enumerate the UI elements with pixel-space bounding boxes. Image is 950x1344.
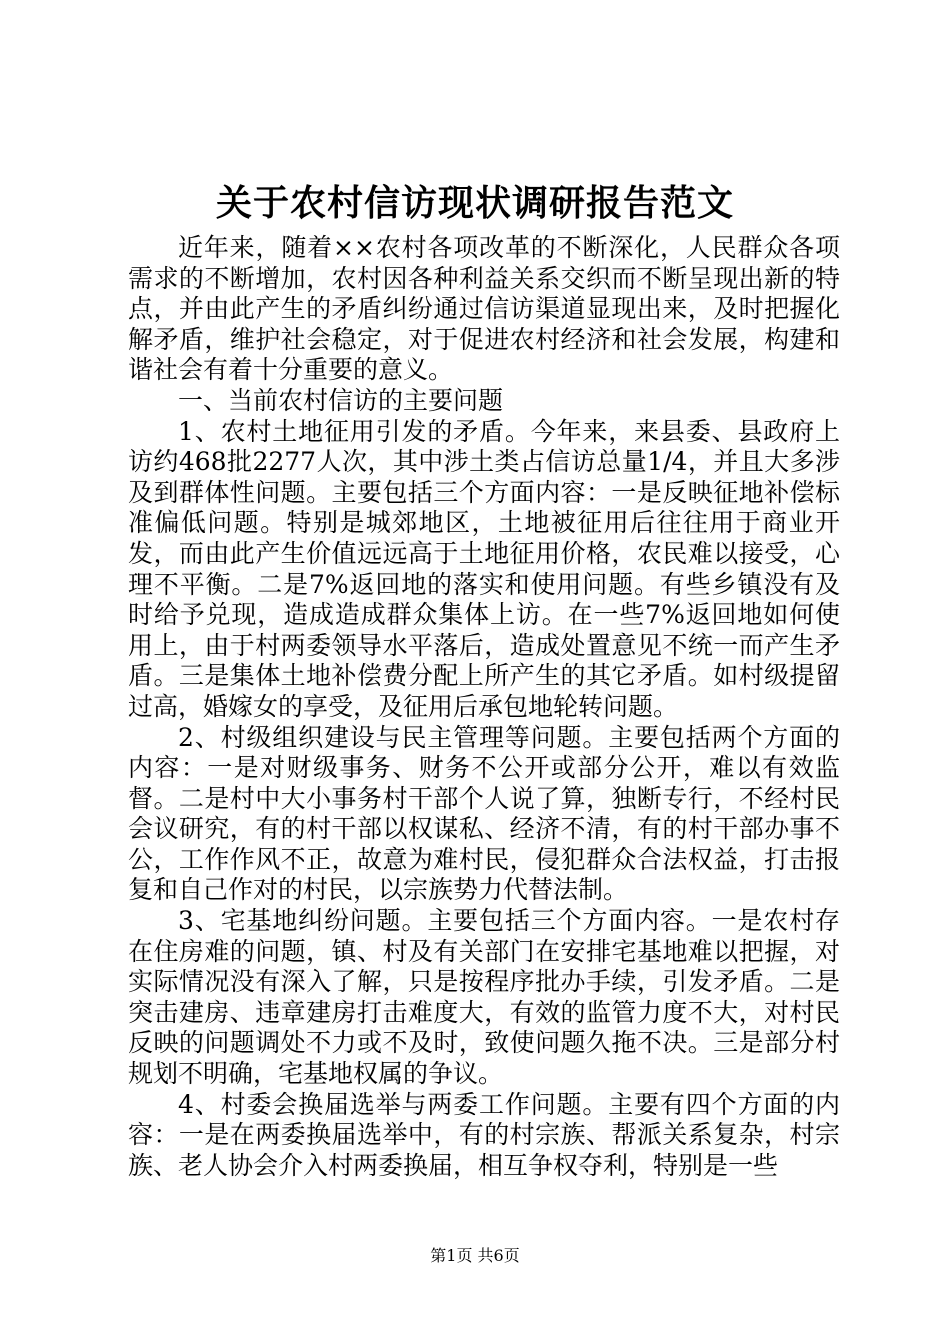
section-heading: 一、当前农村信访的主要问题 xyxy=(178,385,504,415)
page-footer: 第1页 共6页 xyxy=(430,1246,520,1265)
document-body xyxy=(128,233,840,1181)
paragraph-homestead-disputes: 3、宅基地纠纷问题。主要包括三个方面内容。一是农村存在住房难的问题，镇、村及有关部门在安排宅基地难以把握，对实际情况没有深入了解，只是按程序批办手续，引发矛盾。二是突击建房、违章建房打击难度大，有效的监管力度不大，对村民反映的问题调处不力或不及时，致使问题久拖不决。三是部分村规划不明确，宅基地权属的争议。 xyxy=(128,906,840,1089)
paragraph-village-election: 4、村委会换届选举与两委工作问题。主要有四个方面的内容：一是在两委换届选举中，有的村宗族、帮派关系复杂，村宗族、老人协会介入村两委换届，相互争权夺利，特别是一些 xyxy=(128,1089,840,1180)
intro-paragraph: 近年来，随着××农村各项改革的不断深化，人民群众各项需求的不断增加，农村因各种利益关系交织而不断呈现出新的特点，并由此产生的矛盾纠纷通过信访渠道显现出来，及时把握化解矛盾，维护社会稳定，对于促进农村经济和社会发展，构建和谐社会有着十分重要的意义。 xyxy=(128,233,840,385)
paragraph-village-organization: 2、村级组织建设与民主管理等问题。主要包括两个方面的内容：一是对财级事务、财务不公开或部分公开，难以有效监督。二是村中大小事务村干部个人说了算，独断专行，不经村民会议研究，有的村干部以权谋私、经济不清，有的村干部办事不公，工作作风不正，故意为难村民，侵犯群众合法权益，打击报复和自己作对的村民，以宗族势力代替法制。 xyxy=(128,722,840,905)
document-title: 关于农村信访现状调研报告范文 xyxy=(215,182,734,224)
paragraph-land-requisition: 1、农村土地征用引发的矛盾。今年来，来县委、县政府上访约468批2277人次，其中涉土类占信访总量1/4，并且大多涉及到群体性问题。主要包括三个方面内容：一是反映征地补偿标准偏低问题。特别是城郊地区，土地被征用后往往用于商业开发，而由此产生价值远远高于土地征用价格，农民难以接受，心理不平衡。二是7%返回地的落实和使用问题。有些乡镇没有及时给予兑现，造成造成群众集体上访。在一些7%返回地如何使用上，由于村两委领导水平落后，造成处置意见不统一而产生矛盾。三是集体土地补偿费分配上所产生的其它矛盾。如村级提留过高，婚嫁女的享受，及征用后承包地轮转问题。 xyxy=(128,416,840,721)
